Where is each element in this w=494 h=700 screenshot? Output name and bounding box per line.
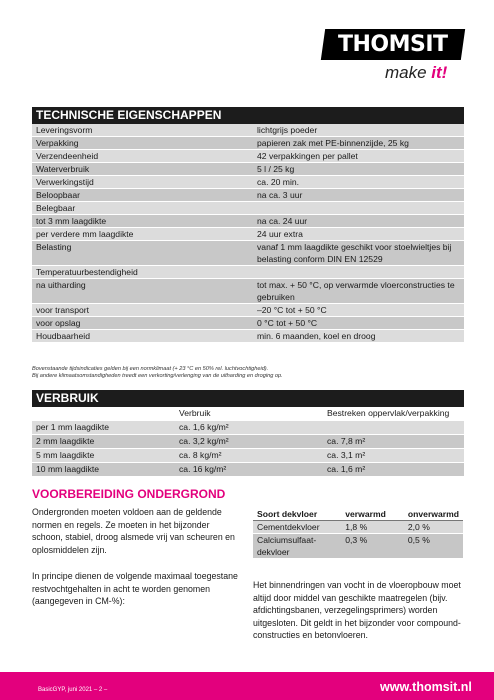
property-value: –20 °C tot + 50 °C bbox=[253, 304, 464, 317]
property-label: Houdbaarheid bbox=[32, 330, 253, 343]
property-value: vanaf 1 mm laagdikte geschikt voor stoelwieltjes bij belasting conform DIN EN 12529 bbox=[253, 241, 464, 266]
prep-title: VOORBEREIDING ONDERGROND bbox=[32, 487, 226, 501]
usage-coverage bbox=[323, 421, 464, 435]
usage-col-coverage: Bestreken oppervlak/verpakking bbox=[323, 407, 464, 421]
table-row bbox=[32, 215, 464, 228]
property-value: min. 6 maanden, koel en droog bbox=[253, 330, 464, 343]
usage-coverage: ca. 3,1 m² bbox=[323, 449, 464, 463]
property-value: papieren zak met PE-binnenzijde, 25 kg bbox=[253, 137, 464, 150]
moisture-col-heated: verwarmd bbox=[341, 508, 404, 521]
moisture-type: Cementdekvloer bbox=[253, 521, 341, 534]
moisture-col-type: Soort dekvloer bbox=[253, 508, 341, 521]
tech-note: Bovenstaande tijdsindicaties gelden bij een normklimaat (+ 23 °C en 50% rel. luchtvochtigheid). Bij andere klimaatsomstandigheden treedt een verkorting/verlenging van de uitharding en droging op. bbox=[32, 366, 283, 379]
table-row bbox=[32, 176, 464, 189]
property-label: Verwerkingstijd bbox=[32, 176, 253, 189]
property-label: Verpakking bbox=[32, 137, 253, 150]
table-row bbox=[32, 330, 464, 343]
footer-url[interactable]: www.thomsit.nl bbox=[380, 680, 472, 694]
property-value: 5 l / 25 kg bbox=[253, 163, 464, 176]
property-value: tot max. + 50 °C, op verwarmde vloerconstructies te gebruiken bbox=[253, 279, 464, 304]
usage-thickness: 5 mm laagdikte bbox=[32, 449, 175, 463]
table-row bbox=[32, 150, 464, 163]
property-label: Belegbaar bbox=[32, 202, 253, 215]
property-value: 24 uur extra bbox=[253, 228, 464, 241]
property-label: voor opslag bbox=[32, 317, 253, 330]
property-label: Verzendeenheid bbox=[32, 150, 253, 163]
usage-coverage: ca. 7,8 m² bbox=[323, 435, 464, 449]
table-row bbox=[32, 266, 464, 279]
property-value: lichtgrijs poeder bbox=[253, 124, 464, 137]
moisture-heated: 1,8 % bbox=[341, 521, 404, 534]
usage-col-consumption: Verbruik bbox=[175, 407, 323, 421]
table-row bbox=[253, 521, 463, 534]
usage-coverage: ca. 1,6 m² bbox=[323, 463, 464, 477]
tech-section-title: TECHNISCHE EIGENSCHAPPEN bbox=[32, 107, 464, 124]
table-row bbox=[32, 304, 464, 317]
usage-consumption: ca. 3,2 kg/m² bbox=[175, 435, 323, 449]
property-label: voor transport bbox=[32, 304, 253, 317]
moisture-unheated: 2,0 % bbox=[404, 521, 463, 534]
table-row bbox=[32, 189, 464, 202]
property-label: tot 3 mm laagdikte bbox=[32, 215, 253, 228]
property-label: Waterverbruik bbox=[32, 163, 253, 176]
property-value: 0 °C tot + 50 °C bbox=[253, 317, 464, 330]
usage-consumption: ca. 8 kg/m² bbox=[175, 449, 323, 463]
property-label: Belasting bbox=[32, 241, 253, 266]
prep-paragraph-1: Ondergronden moeten voldoen aan de geldende normen en regels. Ze moeten in het bijzonder schoon, stabiel, droog alsmede vrij van scheuren en oplosmiddelen zijn. bbox=[32, 507, 235, 555]
property-value: na ca. 3 uur bbox=[253, 189, 464, 202]
brand-tagline: make it! bbox=[385, 63, 448, 82]
property-label: Temperatuurbestendigheid bbox=[32, 266, 253, 279]
property-label: Leveringsvorm bbox=[32, 124, 253, 137]
table-row bbox=[32, 124, 464, 137]
table-row bbox=[32, 137, 464, 150]
property-value: ca. 20 min. bbox=[253, 176, 464, 189]
moisture-heated: 0,3 % bbox=[341, 534, 404, 559]
table-row bbox=[32, 449, 464, 463]
moisture-unheated: 0,5 % bbox=[404, 534, 463, 559]
table-row bbox=[32, 202, 464, 215]
usage-thickness: 10 mm laagdikte bbox=[32, 463, 175, 477]
usage-thickness: per 1 mm laagdikte bbox=[32, 421, 175, 435]
usage-consumption: ca. 1,6 kg/m² bbox=[175, 421, 323, 435]
tech-table bbox=[32, 124, 464, 343]
usage-section-title: VERBRUIK bbox=[32, 390, 464, 407]
prep-paragraph-3: Het binnendringen van vocht in de vloeropbouw moet altijd door middel van geschikte maatregelen (bijv. afdichtingsbanen, verzegelingsprimers) worden uitgesloten. Dit geldt in het bijzonder voor compound-constructies en betonvloeren. bbox=[253, 580, 461, 640]
property-label: na uitharding bbox=[32, 279, 253, 304]
table-row bbox=[32, 279, 464, 304]
property-value bbox=[253, 202, 464, 215]
property-value: 42 verpakkingen per pallet bbox=[253, 150, 464, 163]
footer-doc-info: BasicGYP, juni 2021 – 2 – bbox=[38, 687, 108, 693]
property-label: per verdere mm laagdikte bbox=[32, 228, 253, 241]
usage-table bbox=[32, 407, 464, 477]
brand-logo: THOMSIT bbox=[321, 29, 465, 60]
table-row bbox=[32, 228, 464, 241]
usage-consumption: ca. 16 kg/m² bbox=[175, 463, 323, 477]
table-row bbox=[32, 421, 464, 435]
table-row bbox=[32, 317, 464, 330]
moisture-col-unheated: onverwarmd bbox=[404, 508, 463, 521]
table-row bbox=[32, 435, 464, 449]
usage-thickness: 2 mm laagdikte bbox=[32, 435, 175, 449]
property-label: Beloopbaar bbox=[32, 189, 253, 202]
property-value bbox=[253, 266, 464, 279]
table-row bbox=[32, 463, 464, 477]
prep-paragraph-2: In principe dienen de volgende maximaal toegestane restvochtgehalten in acht te worden genomen (aangegeven in CM-%): bbox=[32, 571, 238, 606]
moisture-type: Calciumsulfaat-dekvloer bbox=[253, 534, 341, 559]
property-value: na ca. 24 uur bbox=[253, 215, 464, 228]
table-row bbox=[32, 163, 464, 176]
moisture-table bbox=[253, 508, 463, 558]
table-row bbox=[32, 241, 464, 266]
table-row bbox=[253, 534, 463, 559]
